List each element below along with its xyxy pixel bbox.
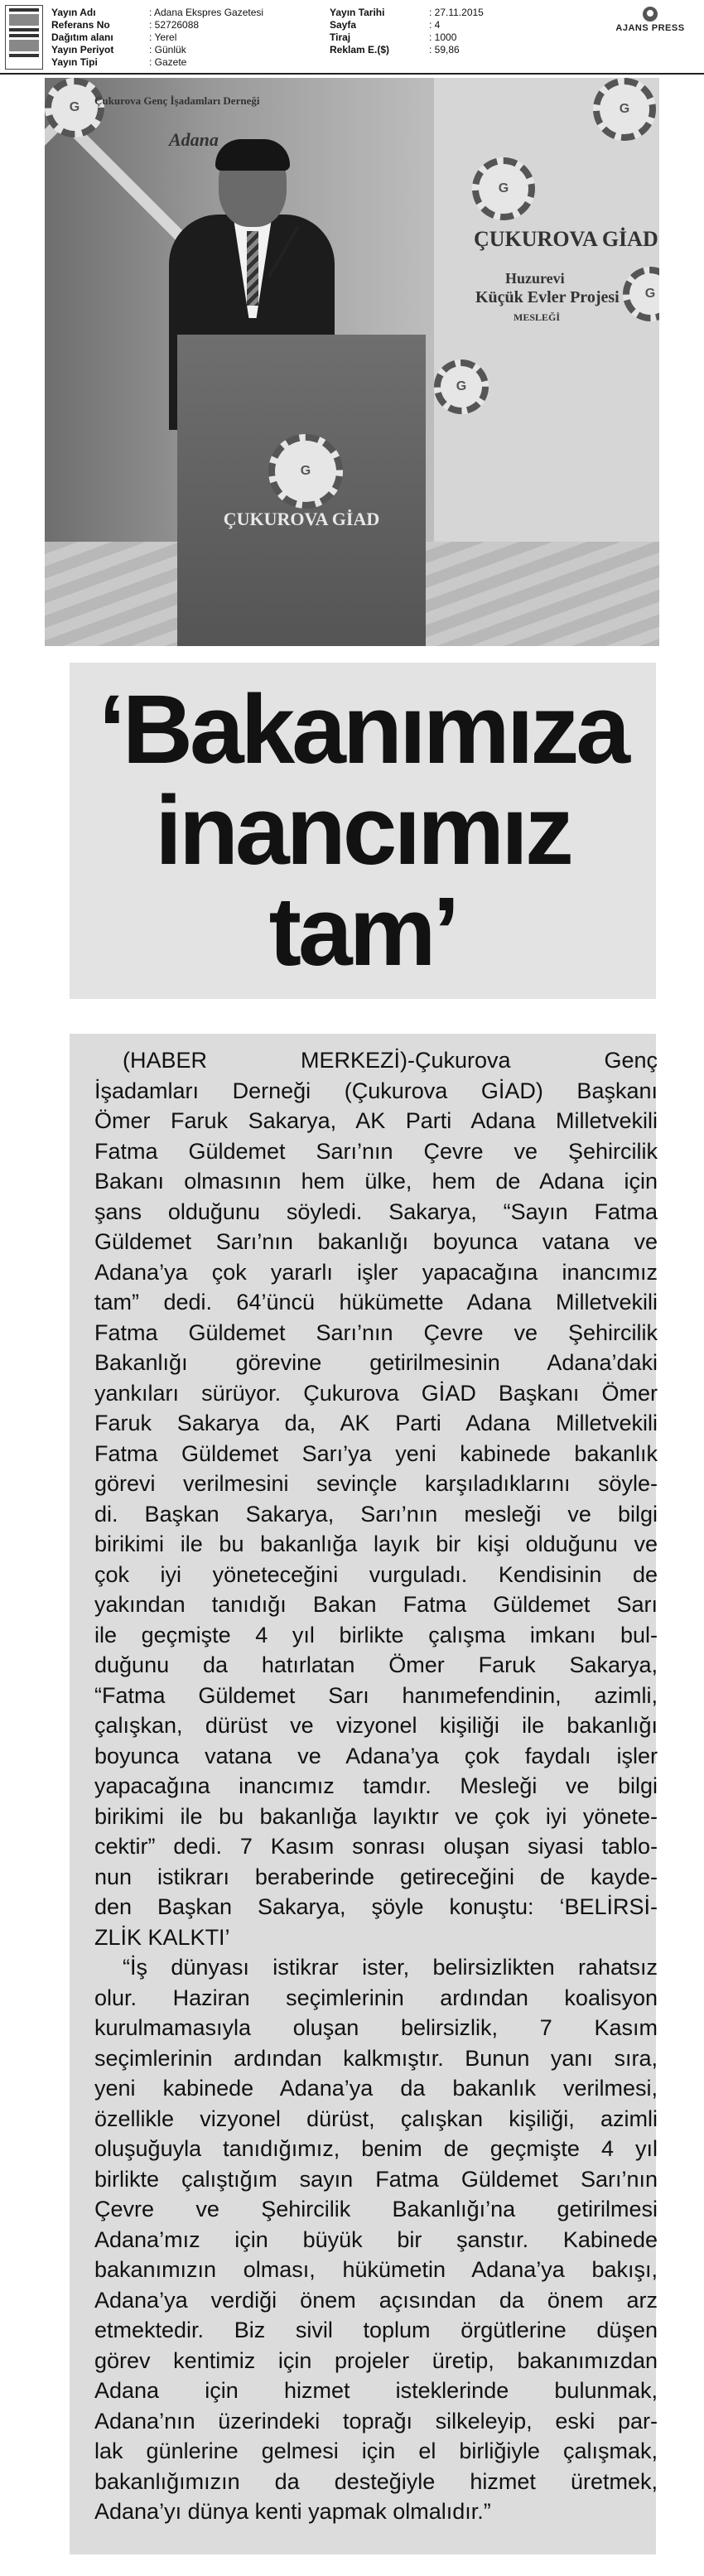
page-thumbnail — [5, 5, 43, 70]
meta-key: Yayın Tipi — [51, 56, 98, 68]
header-divider — [0, 73, 704, 75]
article-line: di. Başkan Sakarya, Sarı’nın mesleği ve bilgi — [94, 1501, 658, 1527]
article-line: görevi verilmesini sevinçle karşıladıklarını söyle- — [94, 1471, 658, 1496]
speaker-hair — [215, 139, 290, 171]
article-line: Adana’mız için büyük bir şanstır. Kabinede — [94, 2226, 658, 2252]
article-line: lak günlerine gelmesi için el birliğiyle çalışmak, — [94, 2439, 658, 2463]
article-line: cektir” dedi. 7 Kasım sonrası oluşan siyasi tablo- — [94, 1834, 658, 1859]
speaker-tie — [247, 231, 258, 306]
publication-meta-right — [330, 7, 595, 56]
article-line: nun istikrarı beraberinde getireceğini de kayde- — [94, 1864, 658, 1889]
article-line: ile geçmişte 4 yıl birlikte çalışma imkanı bul- — [94, 1622, 658, 1647]
article-line: görev kentimiz için projeler üretip, bakanımızdan — [94, 2347, 658, 2373]
article-line: duğunu da hatırlatan Ömer Faruk Sakarya, — [94, 1652, 658, 1677]
article-line: Bakanı olmasının hem ülke, hem de Adana için — [94, 1169, 658, 1194]
article-body — [94, 1045, 658, 2527]
article-line: İşadamları Derneği (Çukurova GİAD) Başkanı — [94, 1078, 658, 1103]
giad-logo-icon — [593, 78, 656, 141]
meta-key: Referans No — [51, 19, 110, 31]
meta-row — [330, 44, 595, 56]
meta-row — [51, 19, 315, 31]
article-line: Bakanlığı görevine getirilmesinin Adana’daki — [94, 1350, 658, 1375]
meta-value: : 52726088 — [149, 19, 200, 31]
article-line: Fatma Güldemet Sarı’nın Çevre ve Şehircilik — [94, 1319, 658, 1345]
article-line: birikimi ile bu bakanlığa layıktır ve çok iyi yönete- — [94, 1803, 658, 1829]
article-line: Çevre ve Şehircilik Bakanlığı’na getirilmesi — [94, 2197, 658, 2221]
podium-label: ÇUKUROVA GİAD — [223, 509, 380, 529]
article-line: birikimi ile bu bakanlığa layık bir kişi olduğunu ve — [94, 1532, 658, 1556]
meta-row — [330, 7, 595, 19]
article-line: boyunca vatana ve Adana’ya çok faydalı işler — [94, 1743, 658, 1768]
banner-text: ÇUKUROVA GİAD — [474, 227, 658, 251]
ajans-press-logo — [613, 7, 687, 40]
headline-line: inancımız — [155, 776, 571, 885]
meta-value: : 4 — [429, 19, 441, 31]
banner-text: MESLEĞİ — [514, 311, 561, 323]
article-line: birlikte çalıştığım sayın Fatma Güldemet Sarı’nın — [94, 2166, 658, 2192]
article-line: (HABER MERKEZİ)-Çukurova Genç — [123, 1048, 658, 1073]
headline — [70, 663, 656, 987]
article-line: kurulmamasıyla oluşan belirsizlik, 7 Kasım — [94, 2015, 658, 2040]
article-line: özellikle vizyonel dürüst, çalışkan kişiliği, azimli — [94, 2106, 658, 2131]
article-line: çok iyi yöneteceğini vurguladı. Kendisinin de — [94, 1561, 658, 1587]
article-line: yeni kabinede Adana’ya da bakanlık verilmesi, — [94, 2076, 658, 2101]
banner-text: Huzurevi — [505, 270, 565, 287]
meta-row — [330, 31, 595, 44]
meta-key: Yayın Periyot — [51, 44, 114, 55]
clipping-header — [0, 0, 704, 76]
banner-text: Küçük Evler Projesi — [475, 288, 620, 306]
meta-row — [51, 56, 315, 69]
headline-line: tam’ — [268, 877, 457, 987]
meta-value: : 59,86 — [429, 44, 460, 55]
article-line: Ömer Faruk Sakarya, AK Parti Adana Milletvekili — [94, 1108, 658, 1133]
article-line: Adana için hizmet isteklerinde bulunmak, — [94, 2378, 658, 2403]
article-line: “Fatma Güldemet Sarı hanımefendinin, azimli, — [94, 1682, 658, 1708]
giad-logo-icon — [434, 359, 489, 414]
meta-value: : Adana Ekspres Gazetesi — [149, 7, 264, 18]
meta-value: : Günlük — [149, 44, 186, 55]
giad-logo-icon — [472, 157, 535, 220]
meta-key: Tiraj — [330, 31, 351, 43]
giad-logo-icon — [268, 434, 343, 509]
article-line: etmektedir. Biz sivil toplum örgütlerine düşen — [94, 2318, 658, 2342]
banner-text: Çukurova Genç İşadamları Derneği — [94, 94, 260, 107]
article-line: Fatma Güldemet Sarı’ya yeni kabinede bakanlık — [94, 1440, 658, 1466]
article-line: Adana’ya çok yararlı işler yapacağına inancımız — [94, 1259, 658, 1285]
meta-key: Reklam E.($) — [330, 44, 390, 55]
article-line: Faruk Sakarya da, AK Parti Adana Milletvekili — [94, 1411, 658, 1435]
giad-logo-icon — [45, 78, 104, 137]
meta-key: Sayfa — [330, 19, 357, 31]
article-line: Adana’nın üzerindeki toprağı silkeleyip, eski par- — [94, 2408, 658, 2434]
article-line: yakından tanıdığı Bakan Fatma Güldemet Sarı — [94, 1592, 658, 1617]
article-line: yapacağına inancımız tamdır. Mesleği ve bilgi — [94, 1773, 658, 1798]
meta-value: : Gazete — [149, 56, 187, 68]
article-line: ZLİK KALKTI’ — [94, 1924, 230, 1950]
banner-text: Adana — [169, 129, 219, 150]
article-line: Adana’ya verdiği önem açısından da önem arz — [94, 2287, 658, 2313]
article-line: yankıları sürüyor. Çukurova GİAD Başkanı Ömer — [94, 1380, 658, 1406]
news-photo — [45, 78, 659, 646]
article-line: şans olduğunu söyledi. Sakarya, “Sayın Fatma — [94, 1199, 658, 1224]
meta-row — [51, 44, 315, 56]
meta-row — [51, 7, 315, 19]
article-line: Güldemet Sarı’nın bakanlığı boyunca vatana ve — [94, 1229, 658, 1254]
headline-line: ‘Bakanımıza — [98, 675, 628, 784]
meta-key: Yayın Adı — [51, 7, 96, 18]
podium — [177, 335, 426, 646]
article-line: çalışkan, dürüst ve vizyonel kişiliği ile bakanlığı — [94, 1713, 658, 1738]
meta-row — [51, 31, 315, 44]
article-line: seçimlerinin ardından kalkmıştır. Bunun yanı sıra, — [94, 2045, 658, 2071]
article-line: bakanımızın olması, hükümetin Adana’ya bakışı, — [94, 2257, 658, 2282]
meta-key: Yayın Tarihi — [330, 7, 385, 18]
logo-text: AJANS PRESS — [615, 23, 685, 33]
article-line: Fatma Güldemet Sarı’nın Çevre ve Şehircilik — [94, 1138, 658, 1164]
article-line: “İş dünyası istikrar ister, belirsizlikten rahatsız — [123, 1955, 658, 1980]
meta-value: : 1000 — [429, 31, 457, 43]
article-line: Adana’yı dünya kenti yapmak olmalıdır.” — [94, 2499, 491, 2524]
article-line: tam” dedi. 64’üncü hükümette Adana Milletvekili — [94, 1290, 658, 1315]
publication-meta-left — [51, 7, 315, 69]
article-line: den Başkan Sakarya, şöyle konuştu: ‘BELİRSİ- — [94, 1894, 658, 1919]
meta-row — [330, 19, 595, 31]
article-line: olur. Haziran seçimlerinin ardından koalisyon — [94, 1985, 658, 2010]
article-line: oluşuğuyla tanıdığımız, benim de geçmişte 4 yıl — [94, 2136, 658, 2161]
meta-key: Dağıtım alanı — [51, 31, 113, 43]
meta-value: : Yerel — [149, 31, 177, 43]
meta-value: : 27.11.2015 — [429, 7, 484, 18]
ajans-press-logo-icon — [643, 7, 658, 22]
article-line: bakanlığımızın da desteğiyle hizmet üretmek, — [94, 2468, 658, 2494]
